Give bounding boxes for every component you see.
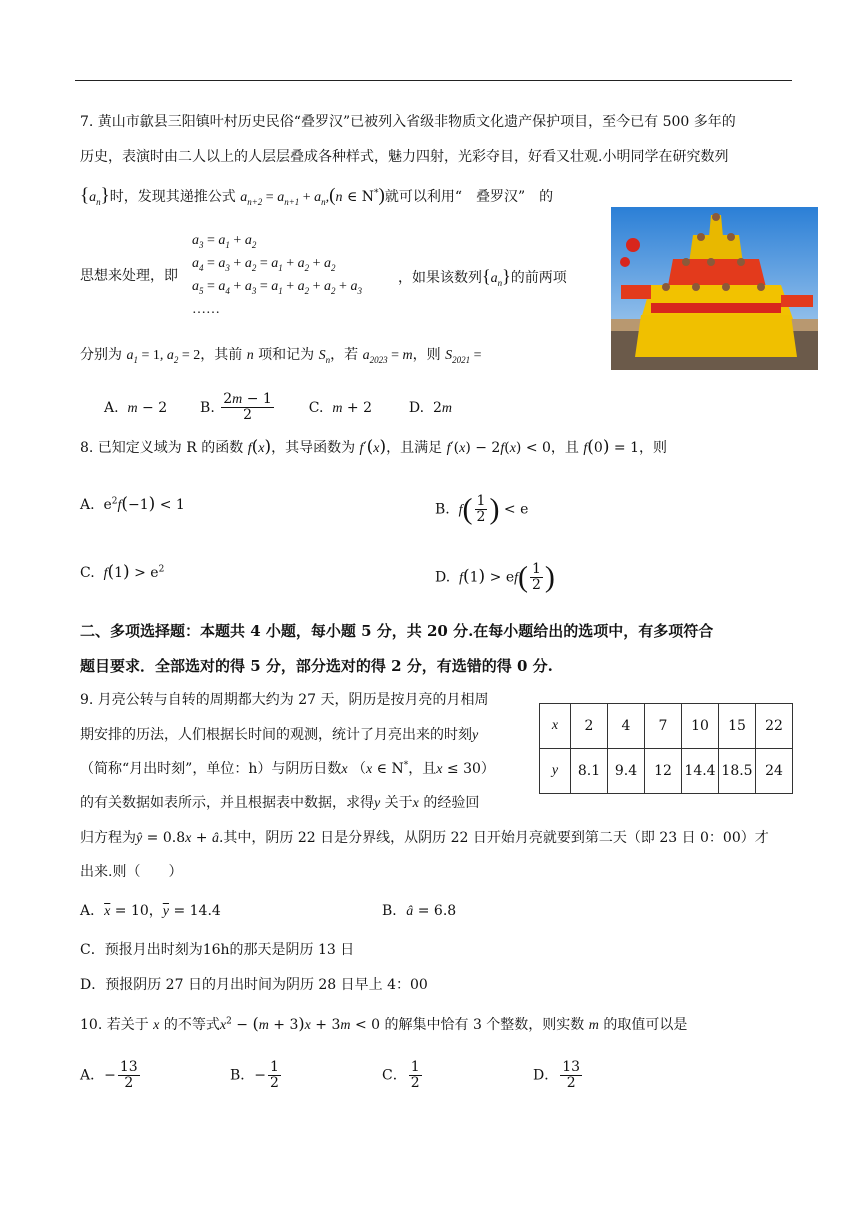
q7-recursion-equations xyxy=(192,229,362,321)
section-2-heading-line-1: 二、多项选择题：本题共 4 小题，每小题 5 分，共 20 分.在每小题给出的选项中，有多项符合 xyxy=(80,622,714,640)
q9-table-cell: 24 xyxy=(756,749,793,794)
q9-option-a[interactable]: A．$\overline{x} = 10$，$\overline{y} = 14.4$ xyxy=(80,903,221,919)
q7-line-4-right: ，如果该数列$\{a_n\}$的前两项 xyxy=(398,266,567,288)
q9-table-header-y: y xyxy=(540,749,571,794)
diluohan-performance-photo xyxy=(611,207,818,370)
q7-options xyxy=(104,392,452,423)
q9-line-6: 出来.则（ ） xyxy=(80,864,183,880)
q9-table-cell: 9.4 xyxy=(608,749,645,794)
q10-stem: 10. 若关于 x 的不等式$x^2 - (m + 3)x + 3m < 0$ 的解集中恰有 3 个整数，则实数 m 的取值可以是 xyxy=(80,1014,688,1033)
header-rule xyxy=(75,80,792,81)
q9-table-cell: 15 xyxy=(719,704,756,749)
q7-line-1: 7. 黄山市歙县三阳镇叶村历史民俗“叠罗汉”已被列入省级非物质文化遗产保护项目，至今已有 500 多年的 xyxy=(80,114,736,130)
q7-eq-1: $a_3 = a_1 + a_2$ xyxy=(192,233,257,250)
q10-option-b[interactable]: B．− $\frac{1}{2}$ xyxy=(230,1059,279,1091)
q7-line-5: 分别为 $a_1 = 1$, $a_2 = 2$，其前 n 项和记为 $S_n$，若 $a_{2023} = m$，则 $S_{2021}$ = xyxy=(80,347,482,365)
q9-table-header-x: x xyxy=(540,704,571,749)
q9-table-cell: 2 xyxy=(571,704,608,749)
q8-stem: 8. 已知定义域为 R 的函数 f(x)，其导函数为 f′(x)，且满足 f′(x) − 2f(x) < 0，且 f(0) = 1，则 xyxy=(80,437,667,457)
q9-table-cell: 22 xyxy=(756,704,793,749)
q7-option-b[interactable]: B. $\frac{2m - 1}{2}$ xyxy=(200,391,272,423)
q7-option-c[interactable]: C. m + 2 xyxy=(308,399,372,416)
q9-table-cell: 14.4 xyxy=(682,749,719,794)
q8-option-a[interactable]: A. $e^2f(-1) < 1$ xyxy=(80,494,185,514)
q9-option-c[interactable]: C．预报月出时刻为16h的那天是阴历 13 日 xyxy=(80,942,355,958)
section-2-heading-line-2: 题目要求．全部选对的得 5 分，部分选对的得 2 分，有选错的得 0 分. xyxy=(80,657,553,675)
q7-option-a[interactable]: A. m − 2 xyxy=(104,399,168,416)
q10-option-c[interactable]: C． $\frac{1}{2}$ xyxy=(382,1059,420,1091)
q7-option-d[interactable]: D. 2m xyxy=(408,399,453,416)
q9-table-cell: 10 xyxy=(682,704,719,749)
q8-option-c[interactable]: C. $f(1) > e^2$ xyxy=(80,562,165,582)
q7-line-2: 历史，表演时由二人以上的人层层叠成各种样式，魅力四射，光彩夺目，好看又壮观.小明同学在研究数列 xyxy=(80,149,729,165)
q7-eq-4: …… xyxy=(192,302,220,317)
q7-eq-2: $a_4 = a_3 + a_2 = a_1 + a_2 + a_2$ xyxy=(192,256,336,273)
q9-line-2: 期安排的历法，人们根据长时间的观测，统计了月亮出来的时刻y xyxy=(80,727,479,743)
q10-option-d[interactable]: D． $\frac{13}{2}$ xyxy=(533,1059,581,1091)
q9-line-3: （简称“月出时刻”，单位：h）与阴历日数x （x ∈ N*，且x ≤ 30） xyxy=(80,760,495,777)
q9-table-cell: 18.5 xyxy=(719,749,756,794)
q9-data-table xyxy=(539,703,793,794)
q7-eq-3: $a_5 = a_4 + a_3 = a_1 + a_2 + a_2 + a_3$ xyxy=(192,279,362,296)
q9-line-4: 的有关数据如表所示，并且根据表中数据，求得y 关于x 的经验回 xyxy=(80,795,480,811)
q9-option-d[interactable]: D．预报阴历 27 日的月出时间为阴历 28 日早上 4：00 xyxy=(80,977,428,993)
q9-table-cell: 12 xyxy=(645,749,682,794)
q9-option-b[interactable]: B．â = 6.8 xyxy=(382,903,457,919)
q9-table-row-y xyxy=(540,749,793,794)
q8-option-d[interactable]: D. f(1) > ef( $\frac{1}{2}$ ) xyxy=(435,560,555,594)
q8-option-b[interactable]: B. f( $\frac{1}{2}$ ) < e xyxy=(435,492,529,526)
q9-table-row-x xyxy=(540,704,793,749)
q9-line-5: 归方程为ŷ = 0.8x + â.其中，阴历 22 日是分界线，从阴历 22 日开始月亮就要到第二天（即 23 日 0：00）才 xyxy=(80,830,769,846)
q9-table-cell: 7 xyxy=(645,704,682,749)
q9-table-cell: 4 xyxy=(608,704,645,749)
q7-line-3: $\{a_n\}$时，发现其递推公式 $a_{n+2} = a_{n+1} + a_n,(n$ ∈ N*)就可以利用“ 叠罗汉” 的 xyxy=(80,185,554,207)
q10-option-a[interactable]: A．− $\frac{13}{2}$ xyxy=(80,1059,138,1091)
q7-line-4-left: 思想来处理，即 xyxy=(80,268,178,284)
q9-line-1: 9. 月亮公转与自转的周期都大约为 27 天，阴历是按月亮的月相周 xyxy=(80,692,489,708)
q9-table-cell: 8.1 xyxy=(571,749,608,794)
